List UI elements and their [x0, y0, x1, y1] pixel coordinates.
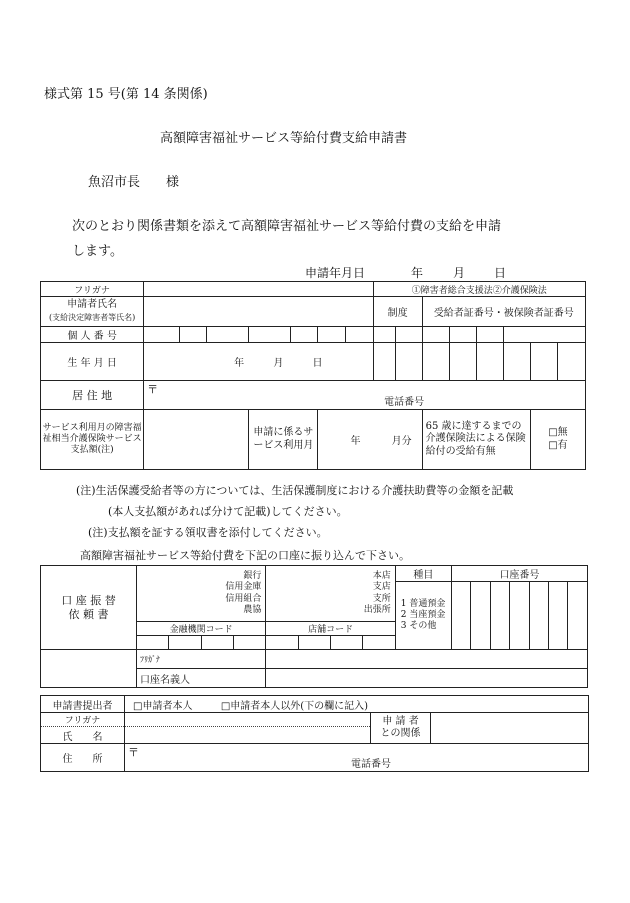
branch-shisho[interactable]: 支所 [372, 593, 391, 604]
note-1: (注)生活保護受給者等の方については、生活保護制度における介護扶助費等の金額を記載 [76, 484, 514, 497]
relation-label [371, 713, 431, 744]
yes-checkbox[interactable]: □有 [548, 439, 568, 451]
date-month-label: 月 [453, 266, 466, 280]
inst-kumiai[interactable]: 信用組合 [225, 593, 262, 604]
applicant-name-label [41, 297, 144, 327]
applicant-name-title: 申請者氏名 [67, 299, 118, 310]
holder-furigana-field[interactable] [266, 650, 588, 669]
personal-number-digit[interactable] [291, 327, 318, 343]
address-field[interactable] [144, 381, 586, 410]
branch-code-label: 店舗コード [266, 622, 395, 636]
personal-number-label: 個 人 番 号 [41, 327, 144, 343]
applicant-name-sub: (支給決定障害者等氏名) [48, 312, 136, 322]
submitter-address-label: 住 所 [41, 744, 125, 772]
furigana-field[interactable] [144, 282, 373, 297]
deposit-type-3[interactable]: 3 その他 [400, 621, 437, 632]
service-month-label: 申請に係るサービス利用月 [249, 410, 318, 470]
bank-code-digit[interactable] [136, 636, 168, 650]
dob-day-label: 日 [312, 358, 323, 369]
personal-number-digit[interactable] [373, 327, 395, 343]
deposit-type-options [395, 582, 451, 650]
branch-shiten[interactable]: 支店 [372, 582, 391, 593]
account-number-digit[interactable] [490, 582, 509, 650]
personal-number-digit[interactable] [395, 327, 422, 343]
recipient-number-digit[interactable] [373, 343, 395, 381]
transfer-request-label [41, 566, 137, 650]
furigana-label: フリガナ [41, 282, 144, 297]
account-number-digit[interactable] [471, 582, 490, 650]
service-month-field[interactable] [318, 410, 422, 470]
submitter-address-field[interactable] [125, 744, 589, 772]
date-label: 申請年月日 [305, 266, 366, 280]
copay-field[interactable] [144, 410, 249, 470]
inst-bank[interactable]: 銀行 [243, 571, 262, 581]
submitter-postal-mark: 〒 [128, 746, 139, 759]
branch-type [266, 566, 395, 622]
bank-spacer [41, 669, 137, 688]
personal-number-digit[interactable] [476, 327, 503, 343]
applicant-table [40, 281, 586, 470]
age65-label: 65 歳に達するまでの介護保険法による保険給付の受給有無 [422, 410, 530, 470]
bank-spacer [41, 650, 137, 669]
holder-name-label: 口座名義人 [136, 669, 265, 688]
dob-field[interactable] [144, 343, 373, 381]
copay-label: サービス利用月の障害福祉相当介護保険サービス支払額(注) [41, 410, 144, 470]
account-number-digit[interactable] [529, 582, 548, 650]
transfer-request-line2: 依 頼 書 [68, 607, 109, 621]
bank-code-digit[interactable] [169, 636, 201, 650]
branch-code-digit[interactable] [266, 636, 298, 650]
bank-code-digit[interactable] [201, 636, 233, 650]
dob-month-label: 月 [273, 358, 284, 369]
recipient-number-digit[interactable] [557, 343, 585, 381]
submitter-name-field[interactable] [125, 727, 371, 744]
form-number: 様式第 15 号(第 14 条関係) [44, 87, 208, 102]
account-number-header: 口座番号 [451, 566, 587, 582]
submitter-label: 申請書提出者 [41, 696, 125, 713]
dob-year-label: 年 [234, 358, 245, 369]
submitter-furigana-label: フリガナ [41, 713, 125, 727]
none-checkbox[interactable]: □無 [548, 427, 568, 438]
relation-line2: との関係 [380, 728, 421, 739]
deposit-type-2[interactable]: 2 当座預金 [400, 609, 446, 620]
account-number-digit[interactable] [548, 582, 567, 650]
self-checkbox[interactable]: □申請者本人 [133, 700, 193, 712]
service-year-label: 年 [350, 436, 361, 447]
personal-number-digit[interactable] [449, 327, 476, 343]
address-label: 居 住 地 [41, 381, 144, 410]
submitter-phone-label: 電話番号 [351, 759, 391, 770]
account-number-digit[interactable] [568, 582, 588, 650]
intro-text-line1: 次のとおり関係書類を添えて高額障害福祉サービス等給付費の支給を申請 [72, 219, 502, 234]
recipient-number-digit[interactable] [395, 343, 422, 381]
personal-number-digit[interactable] [180, 327, 207, 343]
personal-number-digit[interactable] [345, 327, 373, 343]
account-number-digit[interactable] [451, 582, 470, 650]
bank-code-digit[interactable] [234, 636, 266, 650]
holder-name-field[interactable] [266, 669, 588, 688]
note-2: (注)支払額を証する領収書を添付してください。 [88, 526, 328, 539]
recipient-number-digit[interactable] [422, 343, 449, 381]
inst-noukyou[interactable]: 農協 [243, 604, 262, 615]
applicant-name-field[interactable] [144, 297, 373, 327]
personal-number-spare [503, 327, 585, 343]
deposit-type-header: 種目 [395, 566, 451, 582]
phone-label: 電話番号 [384, 397, 425, 408]
other-checkbox[interactable]: □申請者本人以外(下の欄に記入) [220, 700, 369, 712]
date-year-label: 年 [411, 266, 424, 280]
page-title: 高額障害福祉サービス等給付費支給申請書 [160, 131, 408, 146]
bank-code-label: 金融機関コード [136, 622, 265, 636]
recipient-number-label: 受給者証番号・被保険者証番号 [422, 297, 585, 327]
recipient-number-digit[interactable] [503, 343, 530, 381]
submitter-table [40, 695, 589, 772]
personal-number-digit[interactable] [207, 327, 249, 343]
deposit-type-1[interactable]: 1 普通預金 [400, 598, 446, 609]
recipient-number-digit[interactable] [449, 343, 476, 381]
bank-table [40, 565, 588, 688]
branch-code-digit[interactable] [363, 636, 395, 650]
age65-options [530, 410, 585, 470]
submitter-options [125, 696, 589, 713]
addressee: 魚沼市長 様 [88, 175, 180, 190]
branch-shucchou[interactable]: 出張所 [363, 604, 391, 615]
transfer-instruction: 高額障害福祉サービス等給付費を下記の口座に振り込んで下さい。 [80, 549, 410, 562]
personal-number-digit[interactable] [144, 327, 180, 343]
holder-furigana-label: ﾌﾘｶﾞﾅ [136, 650, 265, 669]
relation-line1: 申 請 者 [382, 715, 419, 727]
inst-shinkin[interactable]: 信用金庫 [225, 582, 262, 593]
personal-number-digit[interactable] [249, 327, 291, 343]
service-month-unit: 月分 [391, 436, 412, 447]
dob-label: 生 年 月 日 [41, 343, 144, 381]
branch-honten[interactable]: 本店 [372, 571, 391, 581]
date-day-label: 日 [494, 266, 507, 280]
note-1b: (本人支払額があれば分けて記載)してください。 [108, 505, 348, 518]
transfer-request-line1: 口 座 振 替 [61, 593, 116, 607]
system-label: 制度 [373, 297, 422, 327]
institution-type [136, 566, 265, 622]
personal-number-digit[interactable] [318, 327, 345, 343]
law-options: ①障害者総合支援法②介護保険法 [373, 282, 585, 297]
submitter-name-label: 氏 名 [41, 727, 125, 744]
intro-text-line2: します。 [72, 244, 123, 259]
recipient-number-digit[interactable] [530, 343, 557, 381]
personal-number-digit[interactable] [422, 327, 449, 343]
relation-field[interactable] [431, 713, 589, 744]
submitter-furigana-field[interactable] [125, 713, 371, 727]
branch-code-digit[interactable] [331, 636, 363, 650]
branch-code-digit[interactable] [298, 636, 330, 650]
recipient-number-digit[interactable] [476, 343, 503, 381]
postal-mark: 〒 [147, 383, 159, 396]
account-number-digit[interactable] [510, 582, 529, 650]
